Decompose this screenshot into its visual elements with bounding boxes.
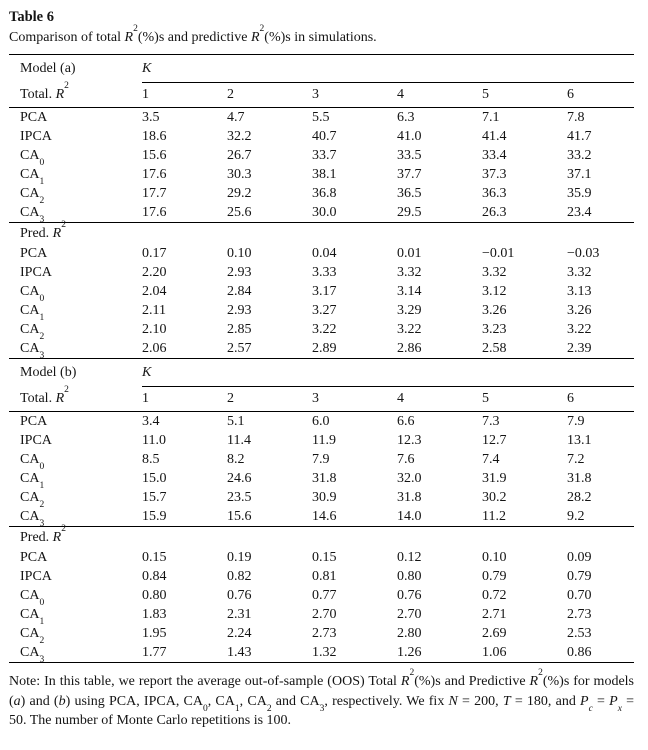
value-cell: 33.2 bbox=[567, 147, 592, 163]
value-cell: 31.8 bbox=[397, 489, 422, 505]
value-cell: 7.6 bbox=[397, 451, 415, 467]
value-cell: 0.76 bbox=[397, 587, 422, 603]
value-cell: 3.4 bbox=[142, 413, 160, 429]
pred-r2-section-row bbox=[9, 219, 634, 244]
value-cell: 0.12 bbox=[397, 549, 422, 565]
value-cell: 6.6 bbox=[397, 413, 415, 429]
k-value-cell: 6 bbox=[567, 87, 574, 102]
value-cell: 5.1 bbox=[227, 413, 245, 429]
k-label: K bbox=[142, 60, 152, 76]
value-cell: 3.5 bbox=[142, 109, 160, 125]
value-cell: 31.8 bbox=[567, 470, 592, 486]
row-label: $CA_2$ bbox=[20, 321, 45, 342]
value-cell: 3.32 bbox=[567, 264, 592, 280]
table-row bbox=[9, 282, 634, 304]
row-label: $CA_0$ bbox=[20, 587, 45, 608]
value-cell: 2.31 bbox=[227, 606, 252, 622]
value-cell: 3.33 bbox=[312, 264, 337, 280]
value-cell: 2.39 bbox=[567, 340, 592, 356]
table-row bbox=[9, 567, 634, 586]
value-cell: 31.8 bbox=[312, 470, 337, 486]
k-value-cell: 3 bbox=[312, 87, 319, 102]
value-cell: 2.93 bbox=[227, 264, 252, 280]
row-label: IPCA bbox=[20, 432, 52, 448]
pred-r2-label: Pred. $R^2$ bbox=[20, 523, 66, 545]
value-cell: 6.0 bbox=[312, 413, 330, 429]
table-row bbox=[9, 184, 634, 206]
table-row bbox=[9, 431, 634, 450]
value-cell: 2.11 bbox=[142, 302, 166, 318]
value-cell: 0.76 bbox=[227, 587, 252, 603]
value-cell: 7.3 bbox=[482, 413, 500, 429]
total-r2-label: Total. $R^2$ bbox=[20, 385, 69, 406]
value-cell: 2.24 bbox=[227, 625, 252, 641]
value-cell: 3.32 bbox=[397, 264, 422, 280]
value-cell: 3.12 bbox=[482, 283, 507, 299]
row-label: $CA_1$ bbox=[20, 606, 45, 627]
k-values-row bbox=[9, 387, 634, 412]
table-row bbox=[9, 146, 634, 168]
row-label: $CA_0$ bbox=[20, 147, 45, 168]
table-row bbox=[9, 605, 634, 627]
table-row bbox=[9, 165, 634, 187]
table-title: Table 6 bbox=[9, 9, 54, 25]
value-cell: 26.7 bbox=[227, 147, 252, 163]
value-cell: 0.77 bbox=[312, 587, 337, 603]
value-cell: 33.7 bbox=[312, 147, 337, 163]
table-row bbox=[9, 507, 634, 529]
value-cell: 36.5 bbox=[397, 185, 422, 201]
k-value-cell: 4 bbox=[397, 87, 404, 102]
k-value-cell: 4 bbox=[397, 391, 404, 406]
panel bbox=[9, 55, 634, 359]
value-cell: 11.4 bbox=[227, 432, 251, 448]
panel-header-row bbox=[9, 359, 634, 387]
value-cell: 1.06 bbox=[482, 644, 507, 660]
value-cell: 0.79 bbox=[482, 568, 507, 584]
value-cell: 3.22 bbox=[312, 321, 337, 337]
row-label: $CA_1$ bbox=[20, 166, 45, 187]
value-cell: 41.4 bbox=[482, 128, 507, 144]
table-caption: Comparison of total $R^2(\%)s$ and predictive $R^2(\%)s$ in simulations. bbox=[9, 24, 377, 45]
value-cell: 41.7 bbox=[567, 128, 592, 144]
value-cell: 7.8 bbox=[567, 109, 585, 125]
row-label: PCA bbox=[20, 549, 48, 565]
value-cell: 3.27 bbox=[312, 302, 337, 318]
value-cell: 0.09 bbox=[567, 549, 592, 565]
value-cell: 7.4 bbox=[482, 451, 500, 467]
value-cell: 15.6 bbox=[142, 147, 167, 163]
value-cell: 8.2 bbox=[227, 451, 245, 467]
value-cell: 30.2 bbox=[482, 489, 507, 505]
value-cell: 11.2 bbox=[482, 508, 506, 524]
value-cell: 7.9 bbox=[312, 451, 330, 467]
row-label: PCA bbox=[20, 245, 48, 261]
value-cell: 28.2 bbox=[567, 489, 592, 505]
row-label: $CA_2$ bbox=[20, 625, 45, 646]
value-cell: 30.0 bbox=[312, 204, 337, 220]
value-cell: 2.04 bbox=[142, 283, 167, 299]
value-cell: 2.58 bbox=[482, 340, 507, 356]
value-cell: 2.10 bbox=[142, 321, 167, 337]
row-label: IPCA bbox=[20, 128, 52, 144]
pred-r2-section-row bbox=[9, 523, 634, 548]
value-cell: 11.9 bbox=[312, 432, 336, 448]
value-cell: 0.81 bbox=[312, 568, 337, 584]
value-cell: 0.80 bbox=[397, 568, 422, 584]
table-row bbox=[9, 263, 634, 282]
value-cell: 0.86 bbox=[567, 644, 592, 660]
k-values-row bbox=[9, 83, 634, 108]
value-cell: 23.4 bbox=[567, 204, 592, 220]
value-cell: 29.2 bbox=[227, 185, 252, 201]
value-cell: 8.5 bbox=[142, 451, 160, 467]
value-cell: 3.26 bbox=[567, 302, 592, 318]
value-cell: 1.32 bbox=[312, 644, 337, 660]
table-row bbox=[9, 586, 634, 608]
table-row bbox=[9, 339, 634, 361]
table-row bbox=[9, 412, 634, 431]
value-cell: 2.85 bbox=[227, 321, 252, 337]
value-cell: 0.17 bbox=[142, 245, 167, 261]
value-cell: 12.7 bbox=[482, 432, 507, 448]
value-cell: 23.5 bbox=[227, 489, 252, 505]
panel bbox=[9, 359, 634, 663]
row-label: $CA_1$ bbox=[20, 302, 45, 323]
value-cell: 36.8 bbox=[312, 185, 337, 201]
value-cell: 30.3 bbox=[227, 166, 252, 182]
value-cell: 11.0 bbox=[142, 432, 166, 448]
row-label: $CA_3$ bbox=[20, 340, 45, 361]
row-label: PCA bbox=[20, 109, 48, 125]
value-cell: 3.23 bbox=[482, 321, 507, 337]
value-cell: 17.6 bbox=[142, 204, 167, 220]
value-cell: 0.15 bbox=[142, 549, 167, 565]
value-cell: 37.1 bbox=[567, 166, 592, 182]
table-row bbox=[9, 301, 634, 323]
value-cell: 2.71 bbox=[482, 606, 507, 622]
value-cell: 7.2 bbox=[567, 451, 585, 467]
value-cell: 18.6 bbox=[142, 128, 167, 144]
row-label: $CA_2$ bbox=[20, 185, 45, 206]
value-cell: 0.01 bbox=[397, 245, 422, 261]
value-cell: 3.26 bbox=[482, 302, 507, 318]
table-row bbox=[9, 320, 634, 342]
value-cell: 35.9 bbox=[567, 185, 592, 201]
row-label: PCA bbox=[20, 413, 48, 429]
value-cell: 36.3 bbox=[482, 185, 507, 201]
value-cell: 17.6 bbox=[142, 166, 167, 182]
value-cell: 30.9 bbox=[312, 489, 337, 505]
value-cell: 37.7 bbox=[397, 166, 422, 182]
value-cell: 0.70 bbox=[567, 587, 592, 603]
value-cell: 15.9 bbox=[142, 508, 167, 524]
value-cell: 3.22 bbox=[397, 321, 422, 337]
value-cell: 2.06 bbox=[142, 340, 167, 356]
value-cell: 0.80 bbox=[142, 587, 167, 603]
row-label: $CA_3$ bbox=[20, 204, 45, 225]
value-cell: 33.5 bbox=[397, 147, 422, 163]
value-cell: 1.83 bbox=[142, 606, 167, 622]
value-cell: 0.10 bbox=[482, 549, 507, 565]
row-label: IPCA bbox=[20, 568, 52, 584]
value-cell: 3.22 bbox=[567, 321, 592, 337]
pred-r2-label: Pred. $R^2$ bbox=[20, 219, 66, 241]
value-cell: 2.89 bbox=[312, 340, 337, 356]
value-cell: 24.6 bbox=[227, 470, 252, 486]
value-cell: 14.0 bbox=[397, 508, 422, 524]
value-cell: 38.1 bbox=[312, 166, 337, 182]
value-cell: 2.73 bbox=[312, 625, 337, 641]
value-cell: −0.01 bbox=[482, 245, 515, 261]
value-cell: 3.13 bbox=[567, 283, 592, 299]
table-row bbox=[9, 450, 634, 472]
value-cell: 1.95 bbox=[142, 625, 167, 641]
value-cell: 2.80 bbox=[397, 625, 422, 641]
value-cell: 2.86 bbox=[397, 340, 422, 356]
value-cell: 2.57 bbox=[227, 340, 252, 356]
k-value-cell: 2 bbox=[227, 391, 234, 406]
value-cell: 7.9 bbox=[567, 413, 585, 429]
total-r2-label: Total. $R^2$ bbox=[20, 81, 69, 102]
value-cell: −0.03 bbox=[567, 245, 600, 261]
value-cell: 33.4 bbox=[482, 147, 507, 163]
value-cell: 0.84 bbox=[142, 568, 167, 584]
value-cell: 12.3 bbox=[397, 432, 422, 448]
table-row bbox=[9, 624, 634, 646]
table-row bbox=[9, 244, 634, 263]
k-header-cell bbox=[142, 55, 634, 83]
value-cell: 40.7 bbox=[312, 128, 337, 144]
row-label: IPCA bbox=[20, 264, 52, 280]
value-cell: 15.6 bbox=[227, 508, 252, 524]
table-row bbox=[9, 108, 634, 127]
value-cell: 1.77 bbox=[142, 644, 167, 660]
value-cell: 2.70 bbox=[312, 606, 337, 622]
row-label: $CA_3$ bbox=[20, 508, 45, 529]
value-cell: 0.15 bbox=[312, 549, 337, 565]
k-value-cell: 6 bbox=[567, 391, 574, 406]
value-cell: 0.79 bbox=[567, 568, 592, 584]
value-cell: 2.73 bbox=[567, 606, 592, 622]
table-note: Note: In this table, we report the average out-of-sample (OOS) Total $R^2(\%)s$ and Predictive $R^2(\%)s$ for models (a) and (b) using PCA, IPCA, $CA_0$, $CA_1$, $CA_2$ and $CA_3$, respectively. We fix N = 200, T = 180, and $P_c = P_x = 50$. The number of Monte Carlo repetitions is 100. bbox=[9, 668, 635, 728]
value-cell: 2.53 bbox=[567, 625, 592, 641]
value-cell: 2.69 bbox=[482, 625, 507, 641]
value-cell: 1.43 bbox=[227, 644, 252, 660]
value-cell: 2.93 bbox=[227, 302, 252, 318]
value-cell: 37.3 bbox=[482, 166, 507, 182]
value-cell: 13.1 bbox=[567, 432, 592, 448]
value-cell: 31.9 bbox=[482, 470, 507, 486]
value-cell: 32.0 bbox=[397, 470, 422, 486]
k-value-cell: 2 bbox=[227, 87, 234, 102]
value-cell: 4.7 bbox=[227, 109, 245, 125]
value-cell: 0.19 bbox=[227, 549, 252, 565]
data-table bbox=[9, 54, 634, 663]
value-cell: 3.29 bbox=[397, 302, 422, 318]
value-cell: 1.26 bbox=[397, 644, 422, 660]
value-cell: 29.5 bbox=[397, 204, 422, 220]
row-label: $CA_3$ bbox=[20, 644, 45, 665]
k-value-cell: 1 bbox=[142, 87, 149, 102]
value-cell: 0.04 bbox=[312, 245, 337, 261]
value-cell: 2.70 bbox=[397, 606, 422, 622]
k-value-cell: 5 bbox=[482, 391, 489, 406]
table-row bbox=[9, 488, 634, 510]
value-cell: 25.6 bbox=[227, 204, 252, 220]
table-row bbox=[9, 469, 634, 491]
value-cell: 15.0 bbox=[142, 470, 167, 486]
row-label: $CA_2$ bbox=[20, 489, 45, 510]
value-cell: 15.7 bbox=[142, 489, 167, 505]
value-cell: 9.2 bbox=[567, 508, 585, 524]
value-cell: 17.7 bbox=[142, 185, 167, 201]
model-label: Model (a) bbox=[20, 61, 76, 76]
table-row bbox=[9, 127, 634, 146]
value-cell: 0.82 bbox=[227, 568, 252, 584]
value-cell: 41.0 bbox=[397, 128, 422, 144]
k-label: K bbox=[142, 364, 152, 380]
value-cell: 32.2 bbox=[227, 128, 252, 144]
value-cell: 26.3 bbox=[482, 204, 507, 220]
panel-header-row bbox=[9, 55, 634, 83]
value-cell: 2.20 bbox=[142, 264, 167, 280]
value-cell: 3.32 bbox=[482, 264, 507, 280]
value-cell: 0.10 bbox=[227, 245, 252, 261]
value-cell: 14.6 bbox=[312, 508, 337, 524]
table-row bbox=[9, 203, 634, 225]
value-cell: 5.5 bbox=[312, 109, 330, 125]
row-label: $CA_1$ bbox=[20, 470, 45, 491]
row-label: $CA_0$ bbox=[20, 451, 45, 472]
row-label: $CA_0$ bbox=[20, 283, 45, 304]
value-cell: 6.3 bbox=[397, 109, 415, 125]
table-row bbox=[9, 643, 634, 665]
k-header-cell bbox=[142, 359, 634, 387]
value-cell: 0.72 bbox=[482, 587, 507, 603]
value-cell: 3.14 bbox=[397, 283, 422, 299]
k-value-cell: 1 bbox=[142, 391, 149, 406]
table-row bbox=[9, 548, 634, 567]
value-cell: 3.17 bbox=[312, 283, 337, 299]
model-label: Model (b) bbox=[20, 365, 77, 380]
k-value-cell: 3 bbox=[312, 391, 319, 406]
value-cell: 2.84 bbox=[227, 283, 252, 299]
k-value-cell: 5 bbox=[482, 87, 489, 102]
value-cell: 7.1 bbox=[482, 109, 500, 125]
